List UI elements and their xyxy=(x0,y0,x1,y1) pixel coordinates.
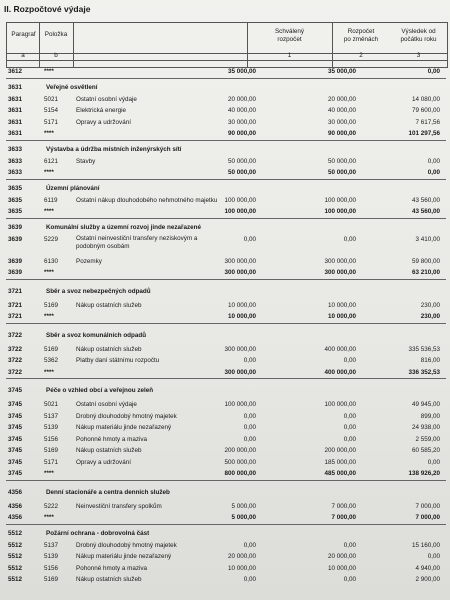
section-heading-row xyxy=(6,219,446,234)
paragraf-cell: 3639 xyxy=(8,257,23,265)
paragraf-cell: 3631 xyxy=(8,118,23,126)
schvaleny-rozpocet-value: 5 000,00 xyxy=(231,514,256,521)
table-row xyxy=(6,434,446,446)
vysledek-value: 43 560,00 xyxy=(411,208,440,215)
rozpocet-po-zmenach-value: 0,00 xyxy=(343,576,356,583)
vysledek-value: 816,00 xyxy=(420,357,440,364)
section-total-row xyxy=(6,128,446,141)
paragraf-cell: 3635 xyxy=(8,196,23,204)
schvaleny-rozpocet-value: 300 000,00 xyxy=(224,257,256,265)
table-row xyxy=(6,105,446,117)
rozpocet-po-zmenach-value: 0,00 xyxy=(343,424,356,431)
polozka-cell: 5139 xyxy=(44,553,59,560)
schvaleny-rozpocet-value: 10 000,00 xyxy=(227,564,256,572)
section-title: Komunální služby a územní rozvoj jinde nezařazené xyxy=(46,223,202,231)
section-heading-row xyxy=(6,141,446,156)
section-title: Požární ochrana - dobrovolná část xyxy=(46,529,150,537)
item-description: Ostatní nákup dlouhodobého nehmotného majetku xyxy=(76,196,218,204)
rozpocet-po-zmenach-value: 40 000,00 xyxy=(327,107,356,114)
polozka-cell: **** xyxy=(44,208,54,215)
schvaleny-rozpocet-value: 0,00 xyxy=(243,412,256,420)
paragraf-cell: 3745 xyxy=(8,387,23,394)
paragraf-cell: 3722 xyxy=(8,357,23,364)
schvaleny-rozpocet-value: 40 000,00 xyxy=(227,107,256,114)
section-total-row xyxy=(6,311,446,324)
rozpocet-po-zmenach-value: 185 000,00 xyxy=(324,458,356,466)
paragraf-cell: 3639 xyxy=(8,223,23,231)
item-description: Nákup materiálu jinde nezařazený xyxy=(76,424,172,431)
polozka-cell: **** xyxy=(44,368,54,376)
item-description: Opravy a udržování xyxy=(76,118,131,126)
section-total-row xyxy=(6,367,446,380)
section-total-row xyxy=(6,206,446,219)
polozka-cell: **** xyxy=(44,269,54,276)
vysledek-value: 7 000,00 xyxy=(415,502,440,510)
schvaleny-rozpocet-value: 50 000,00 xyxy=(227,157,256,165)
paragraf-cell: 5512 xyxy=(8,541,23,549)
rozpocet-po-zmenach-value: 10 000,00 xyxy=(327,313,356,320)
page-title: II. Rozpočtové výdaje xyxy=(4,4,91,14)
table-row xyxy=(6,501,446,513)
item-description: Nákup ostatních služeb xyxy=(76,301,142,309)
table-row xyxy=(6,300,446,312)
paragraf-cell: 3635 xyxy=(8,208,23,215)
section-heading-row xyxy=(6,280,446,300)
item-description: Neinvestiční transfery spolkům xyxy=(76,502,162,510)
paragraf-cell: 3633 xyxy=(8,145,23,153)
polozka-cell: 5139 xyxy=(44,424,59,431)
table-row xyxy=(6,551,446,563)
rozpocet-po-zmenach-value: 0,00 xyxy=(343,235,356,243)
polozka-cell: 6130 xyxy=(44,257,59,265)
polozka-cell: **** xyxy=(44,313,54,320)
section-total-row xyxy=(6,66,446,79)
table-row xyxy=(6,399,446,411)
polozka-cell: **** xyxy=(44,68,54,75)
vysledek-value: 7 617,56 xyxy=(415,118,440,126)
paragraf-cell: 4356 xyxy=(8,514,23,521)
schvaleny-rozpocet-value: 100 000,00 xyxy=(224,401,256,408)
header-col-b: b xyxy=(54,52,58,59)
section-total-row xyxy=(6,167,446,180)
rozpocet-po-zmenach-value: 400 000,00 xyxy=(324,345,356,353)
table-row xyxy=(6,344,446,356)
item-description: Drobný dlouhodobý hmotný majetek xyxy=(76,412,177,420)
vysledek-value: 24 938,00 xyxy=(411,424,440,431)
header-polozka: Položka xyxy=(44,31,68,38)
vysledek-value: 60 585,20 xyxy=(411,447,440,454)
vysledek-value: 0,00 xyxy=(427,553,440,560)
polozka-cell: 5169 xyxy=(44,447,59,454)
table-row xyxy=(6,411,446,423)
vysledek-value: 4 940,00 xyxy=(415,564,440,572)
paragraf-cell: 3631 xyxy=(8,83,23,91)
vysledek-value: 0,00 xyxy=(427,169,440,176)
rozpocet-po-zmenach-value: 100 000,00 xyxy=(324,401,356,408)
vysledek-value: 3 410,00 xyxy=(415,235,440,243)
vysledek-value: 2 900,00 xyxy=(415,576,440,583)
paragraf-cell: 3721 xyxy=(8,313,23,320)
vysledek-value: 79 600,00 xyxy=(411,107,440,114)
item-description: Ostatní osobní výdaje xyxy=(76,95,137,103)
vysledek-value: 230,00 xyxy=(420,301,440,309)
rozpocet-po-zmenach-value: 7 000,00 xyxy=(331,502,356,510)
paragraf-cell: 4356 xyxy=(8,488,23,496)
item-description: Ostatní osobní výdaje xyxy=(76,401,137,408)
item-description: Nákup ostatních služeb xyxy=(76,447,142,454)
header-col-a: a xyxy=(21,52,25,59)
rozpocet-po-zmenach-value: 50 000,00 xyxy=(327,157,356,165)
item-description: Nákup ostatních služeb xyxy=(76,345,142,353)
schvaleny-rozpocet-value: 300 000,00 xyxy=(224,368,256,376)
header-rozpocet-po-zmenach: Rozpočet po změnách xyxy=(343,28,379,43)
schvaleny-rozpocet-value: 0,00 xyxy=(243,235,256,243)
header-paragraf: Paragraf xyxy=(11,31,36,38)
vysledek-value: 14 080,00 xyxy=(411,95,440,103)
section-heading-row xyxy=(6,180,446,195)
vysledek-value: 63 210,00 xyxy=(411,269,440,276)
section-heading-row xyxy=(6,525,446,540)
rozpocet-po-zmenach-value: 30 000,00 xyxy=(327,118,356,126)
schvaleny-rozpocet-value: 100 000,00 xyxy=(224,208,256,215)
polozka-cell: **** xyxy=(44,514,54,521)
schvaleny-rozpocet-value: 300 000,00 xyxy=(224,269,256,276)
table-row xyxy=(6,234,446,256)
rozpocet-po-zmenach-value: 10 000,00 xyxy=(327,301,356,309)
section-title: Sběr a svoz nebezpečných odpadů xyxy=(46,287,151,295)
polozka-cell: 6119 xyxy=(44,196,58,204)
table-row xyxy=(6,355,446,367)
vysledek-value: 2 559,00 xyxy=(415,435,440,443)
item-description: Pohonné hmoty a maziva xyxy=(76,435,148,443)
polozka-cell: 6121 xyxy=(44,157,59,165)
schvaleny-rozpocet-value: 50 000,00 xyxy=(227,169,256,176)
item-description: Opravy a udržování xyxy=(76,458,131,466)
rozpocet-po-zmenach-value: 90 000,00 xyxy=(327,130,356,137)
schvaleny-rozpocet-value: 10 000,00 xyxy=(227,313,256,320)
rozpocet-po-zmenach-value: 35 000,00 xyxy=(327,68,356,75)
vysledek-value: 7 000,00 xyxy=(415,514,440,521)
polozka-cell: **** xyxy=(44,169,54,176)
section-title: Územní plánování xyxy=(46,184,100,192)
table-row xyxy=(6,540,446,552)
paragraf-cell: 5512 xyxy=(8,564,23,572)
paragraf-cell: 3745 xyxy=(8,458,23,466)
schvaleny-rozpocet-value: 5 000,00 xyxy=(231,502,256,510)
section-heading-row xyxy=(6,324,446,344)
paragraf-cell: 3722 xyxy=(8,331,23,339)
schvaleny-rozpocet-value: 20 000,00 xyxy=(227,553,256,560)
item-description: Pozemky xyxy=(76,257,102,265)
paragraf-cell: 3639 xyxy=(8,269,23,276)
table-row xyxy=(6,445,446,457)
paragraf-cell: 3722 xyxy=(8,368,23,376)
paragraf-cell: 3633 xyxy=(8,157,23,165)
schvaleny-rozpocet-value: 35 000,00 xyxy=(227,68,256,75)
polozka-cell: 5137 xyxy=(44,412,59,420)
polozka-cell: **** xyxy=(44,130,54,137)
paragraf-cell: 3722 xyxy=(8,345,23,353)
rozpocet-po-zmenach-value: 7 000,00 xyxy=(331,514,356,521)
paragraf-cell: 3631 xyxy=(8,107,23,114)
rozpocet-po-zmenach-value: 300 000,00 xyxy=(324,257,356,265)
section-heading-row xyxy=(6,481,446,501)
paragraf-cell: 3635 xyxy=(8,184,23,192)
rozpocet-po-zmenach-value: 10 000,00 xyxy=(327,564,356,572)
item-description: Platby daní státnímu rozpočtu xyxy=(76,357,160,364)
schvaleny-rozpocet-value: 0,00 xyxy=(243,357,256,364)
polozka-cell: 5169 xyxy=(44,345,59,353)
section-title: Výstavba a údržba místních inženýrských sítí xyxy=(46,145,182,153)
paragraf-cell: 5512 xyxy=(8,529,23,537)
polozka-cell: 5021 xyxy=(44,401,59,408)
table-row xyxy=(6,195,446,207)
rozpocet-po-zmenach-value: 0,00 xyxy=(343,357,356,364)
polozka-cell: 5156 xyxy=(44,435,59,443)
section-title: Veřejné osvětlení xyxy=(46,83,98,91)
polozka-cell: 5169 xyxy=(44,301,59,309)
rozpocet-po-zmenach-value: 0,00 xyxy=(343,541,356,549)
schvaleny-rozpocet-value: 100 000,00 xyxy=(224,196,256,204)
polozka-cell: 5137 xyxy=(44,541,59,549)
vysledek-value: 0,00 xyxy=(427,458,440,466)
rozpocet-po-zmenach-value: 100 000,00 xyxy=(324,196,356,204)
header-col-1: 1 xyxy=(287,52,292,59)
paragraf-cell: 3745 xyxy=(8,470,23,477)
polozka-cell: 5222 xyxy=(44,502,59,510)
schvaleny-rozpocet-value: 200 000,00 xyxy=(224,447,256,454)
paragraf-cell: 3745 xyxy=(8,401,23,408)
item-description: Drobný dlouhodobý hmotný majetek xyxy=(76,541,177,549)
polozka-cell: 5156 xyxy=(44,564,59,572)
paragraf-cell: 3612 xyxy=(8,68,23,75)
polozka-cell: 5154 xyxy=(44,107,59,114)
item-description: Stavby xyxy=(76,157,96,165)
rozpocet-po-zmenach-value: 0,00 xyxy=(343,412,356,420)
polozka-cell: 5171 xyxy=(44,118,59,126)
item-description: Nákup materiálu jinde nezařazený xyxy=(76,553,172,560)
rozpocet-po-zmenach-value: 485 000,00 xyxy=(324,470,356,477)
header-col-3: 3 xyxy=(416,52,421,59)
section-total-row xyxy=(6,512,446,525)
paragraf-cell: 3721 xyxy=(8,287,23,295)
schvaleny-rozpocet-value: 0,00 xyxy=(243,576,256,583)
section-title: Sběr a svoz komunálních odpadů xyxy=(46,331,147,339)
vysledek-value: 15 160,00 xyxy=(411,541,440,549)
schvaleny-rozpocet-value: 0,00 xyxy=(243,424,256,431)
paragraf-cell: 3631 xyxy=(8,130,23,137)
rozpocet-po-zmenach-value: 0,00 xyxy=(343,435,356,443)
header-vysledek: Výsledek od počátku roku xyxy=(400,28,437,43)
vysledek-value: 0,00 xyxy=(427,157,440,165)
paragraf-cell: 3631 xyxy=(8,95,23,103)
paragraf-cell: 3745 xyxy=(8,435,23,443)
table-row xyxy=(6,457,446,469)
table-row xyxy=(6,156,446,168)
schvaleny-rozpocet-value: 0,00 xyxy=(243,435,256,443)
table-row xyxy=(6,94,446,106)
item-description: Ostatní neinvestiční transfery neziskovým a podobným osobám xyxy=(76,234,198,250)
paragraf-cell: 3745 xyxy=(8,424,23,431)
table-row xyxy=(6,256,446,268)
paragraf-cell: 3745 xyxy=(8,412,23,420)
vysledek-value: 335 536,53 xyxy=(408,345,440,353)
schvaleny-rozpocet-value: 0,00 xyxy=(243,541,256,549)
vysledek-value: 59 800,00 xyxy=(411,257,440,265)
paragraf-cell: 5512 xyxy=(8,553,23,560)
rozpocet-po-zmenach-value: 20 000,00 xyxy=(327,95,356,103)
item-description: Elektrická energie xyxy=(76,107,127,114)
vysledek-value: 899,00 xyxy=(420,412,440,420)
table-row xyxy=(6,563,446,575)
paragraf-cell: 5512 xyxy=(8,576,23,583)
schvaleny-rozpocet-value: 20 000,00 xyxy=(227,95,256,103)
schvaleny-rozpocet-value: 300 000,00 xyxy=(224,345,256,353)
schvaleny-rozpocet-value: 800 000,00 xyxy=(224,470,256,477)
rozpocet-po-zmenach-value: 300 000,00 xyxy=(324,269,356,276)
section-total-row xyxy=(6,468,446,481)
polozka-cell: 5229 xyxy=(44,235,59,243)
table-row xyxy=(6,422,446,434)
schvaleny-rozpocet-value: 10 000,00 xyxy=(227,301,256,309)
item-description: Nákup ostatních služeb xyxy=(76,576,142,583)
schvaleny-rozpocet-value: 500 000,00 xyxy=(224,458,256,466)
table-header xyxy=(6,22,448,68)
vysledek-value: 0,00 xyxy=(427,68,440,75)
section-total-row xyxy=(6,267,446,280)
polozka-cell: 5362 xyxy=(44,357,59,364)
vysledek-value: 138 926,20 xyxy=(408,470,440,477)
section-heading-row xyxy=(6,379,446,399)
table-row xyxy=(6,117,446,129)
rozpocet-po-zmenach-value: 200 000,00 xyxy=(324,447,356,454)
polozka-cell: **** xyxy=(44,470,54,477)
table-row xyxy=(6,574,446,586)
schvaleny-rozpocet-value: 90 000,00 xyxy=(227,130,256,137)
polozka-cell: 5021 xyxy=(44,95,59,103)
polozka-cell: 5169 xyxy=(44,576,59,583)
rozpocet-po-zmenach-value: 50 000,00 xyxy=(327,169,356,176)
vysledek-value: 101 297,56 xyxy=(408,130,440,137)
section-title: Péče o vzhled obcí a veřejnou zeleň xyxy=(46,387,154,394)
section-heading-row xyxy=(6,79,446,94)
paragraf-cell: 3633 xyxy=(8,169,23,176)
vysledek-value: 230,00 xyxy=(420,313,440,320)
paragraf-cell: 3745 xyxy=(8,447,23,454)
vysledek-value: 336 352,53 xyxy=(408,368,440,376)
header-schvaleny-rozpocet: Schválený rozpočet xyxy=(274,28,305,43)
item-description: Pohonné hmoty a maziva xyxy=(76,564,148,572)
polozka-cell: 5171 xyxy=(44,458,59,466)
paragraf-cell: 3721 xyxy=(8,301,23,309)
rozpocet-po-zmenach-value: 100 000,00 xyxy=(324,208,356,215)
rozpocet-po-zmenach-value: 20 000,00 xyxy=(327,553,356,560)
schvaleny-rozpocet-value: 30 000,00 xyxy=(227,118,256,126)
paragraf-cell: 4356 xyxy=(8,502,23,510)
vysledek-value: 43 560,00 xyxy=(411,196,440,204)
rozpocet-po-zmenach-value: 400 000,00 xyxy=(324,368,356,376)
section-title: Denní stacionáře a centra denních služeb xyxy=(46,488,170,496)
vysledek-value: 49 945,00 xyxy=(411,401,440,408)
paragraf-cell: 3639 xyxy=(8,235,23,243)
budget-table-body xyxy=(6,66,446,586)
header-col-2: 2 xyxy=(359,52,363,59)
